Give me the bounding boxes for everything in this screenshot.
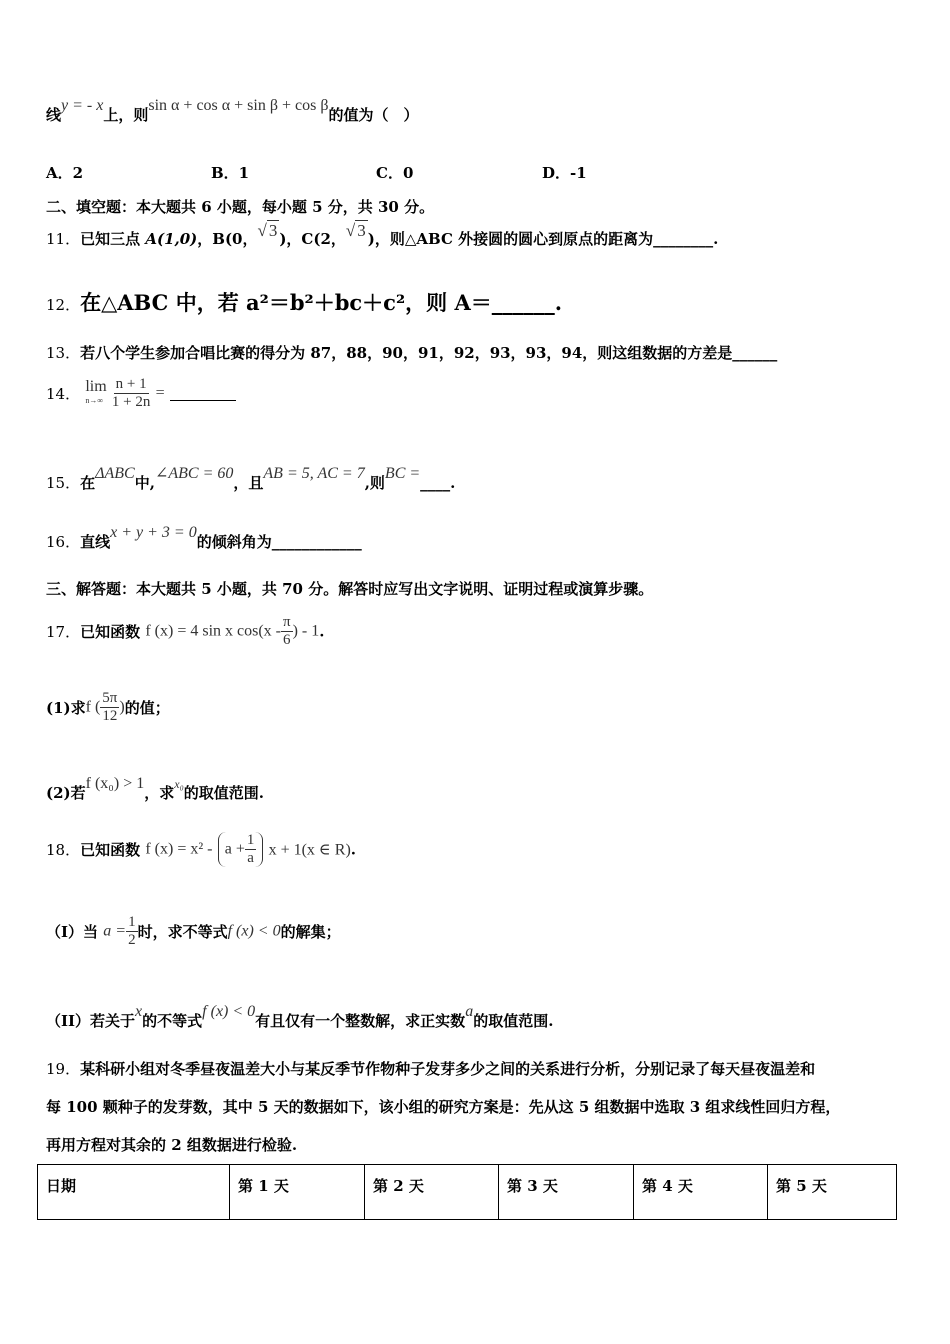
one-over-a: $\frac{1}{a}$ bbox=[246, 832, 255, 866]
q10-stem: 线y = - x上，则sin α + cos α + sin β + cos β的值为（ ） bbox=[46, 97, 419, 124]
question-19-line-2: 每 100 颗种子的发芽数，其中 5 天的数据如下，该小组的研究方案是：先从这 5 组数据中选取 3 组求线性回归方程， bbox=[46, 1098, 841, 1116]
question-17-part-2: (2)若f (x₀) > 1，求$^{x_0}$的取值范围. bbox=[46, 775, 264, 802]
question-18-part-2: （II）若关于x的不等式f (x) < 0有且仅有一个整数解，求正实数a的取值范围. bbox=[46, 1003, 554, 1030]
answer-blank[interactable] bbox=[170, 386, 236, 401]
question-15: 15．在ΔABC中,∠ABC = 60，且AB = 5, AC = 7,则BC =____. bbox=[46, 465, 456, 492]
option-a: A．2 bbox=[46, 164, 84, 182]
sqrt-3: √ 3 bbox=[345, 221, 366, 240]
option-d: D．-1 bbox=[542, 164, 587, 182]
question-19-line-1: 19．某科研小组对冬季昼夜温差大小与某反季节作物种子发芽多少之间的关系进行分析，分别记录了每天昼夜温差和 bbox=[46, 1060, 816, 1078]
table-header-cell: 第 4 天 bbox=[634, 1165, 768, 1220]
question-17-part-1: (1)求f ( $\frac{5\pi}{12}$ )的值； bbox=[46, 690, 170, 724]
limit-fraction: $\frac{n + 1}{1 + 2n}$ bbox=[111, 376, 151, 410]
five-pi-over-12: $\frac{5\pi}{12}$ bbox=[102, 690, 118, 724]
table-header-row bbox=[38, 1165, 897, 1220]
math-expression: sin α + cos α + sin β + cos β bbox=[148, 97, 329, 114]
table-header-cell: 第 5 天 bbox=[768, 1165, 897, 1220]
math-condition: y = - x bbox=[61, 97, 104, 114]
sqrt-3: √ 3 bbox=[257, 221, 278, 240]
parenthesized-term: a + $\frac{1}{a}$ bbox=[218, 832, 264, 867]
table-header-cell: 第 3 天 bbox=[499, 1165, 634, 1220]
question-14: 14． lim n→∞ $\frac{n + 1}{1 + 2n}$ = bbox=[46, 376, 236, 411]
one-half: $\frac{1}{2}$ bbox=[128, 914, 136, 948]
option-b: B．1 bbox=[211, 164, 250, 182]
limit-operator: lim n→∞ bbox=[85, 377, 107, 405]
table-header-cell: 第 2 天 bbox=[365, 1165, 499, 1220]
question-11: 11．已知三点 A(1,0)，B(0，√ 3 )，C(2，√ 3 )，则△ABC 外接圆的圆心到原点的距离为________. bbox=[46, 221, 719, 248]
question-18-part-1: （I）当 a = $\frac{1}{2}$ 时，求不等式f (x) < 0的解集； bbox=[46, 914, 341, 948]
section-3-heading: 三、解答题：本大题共 5 小题，共 70 分。解答时应写出文字说明、证明过程或演算步骤。 bbox=[46, 580, 654, 598]
question-18: 18．已知函数 f (x) = x² - a + $\frac{1}{a}$ x + 1(x ∈ R). bbox=[46, 832, 357, 866]
question-13: 13．若八个学生参加合唱比赛的得分为 87，88，90，91，92，93，93，94，则这组数据的方差是______ bbox=[46, 344, 778, 362]
question-19-line-3: 再用方程对其余的 2 组数据进行检验. bbox=[46, 1136, 298, 1154]
option-c: C．0 bbox=[376, 164, 414, 182]
question-16: 16．直线x + y + 3 = 0的倾斜角为____________ bbox=[46, 524, 362, 551]
question-12: 12．在△ABC 中，若 a²＝b²＋bc＋c²，则 A＝______. bbox=[46, 290, 563, 315]
pi-over-6: $\frac{\pi}{6}$ bbox=[283, 614, 291, 648]
question-17: 17．已知函数 f (x) = 4 sin x cos(x - $\frac{\pi}{6}$ ) - 1. bbox=[46, 614, 325, 648]
data-table bbox=[37, 1164, 897, 1220]
table-header-cell: 日期 bbox=[38, 1165, 230, 1220]
section-2-heading: 二、填空题：本大题共 6 小题，每小题 5 分，共 30 分。 bbox=[46, 198, 435, 216]
table-header-cell: 第 1 天 bbox=[230, 1165, 365, 1220]
